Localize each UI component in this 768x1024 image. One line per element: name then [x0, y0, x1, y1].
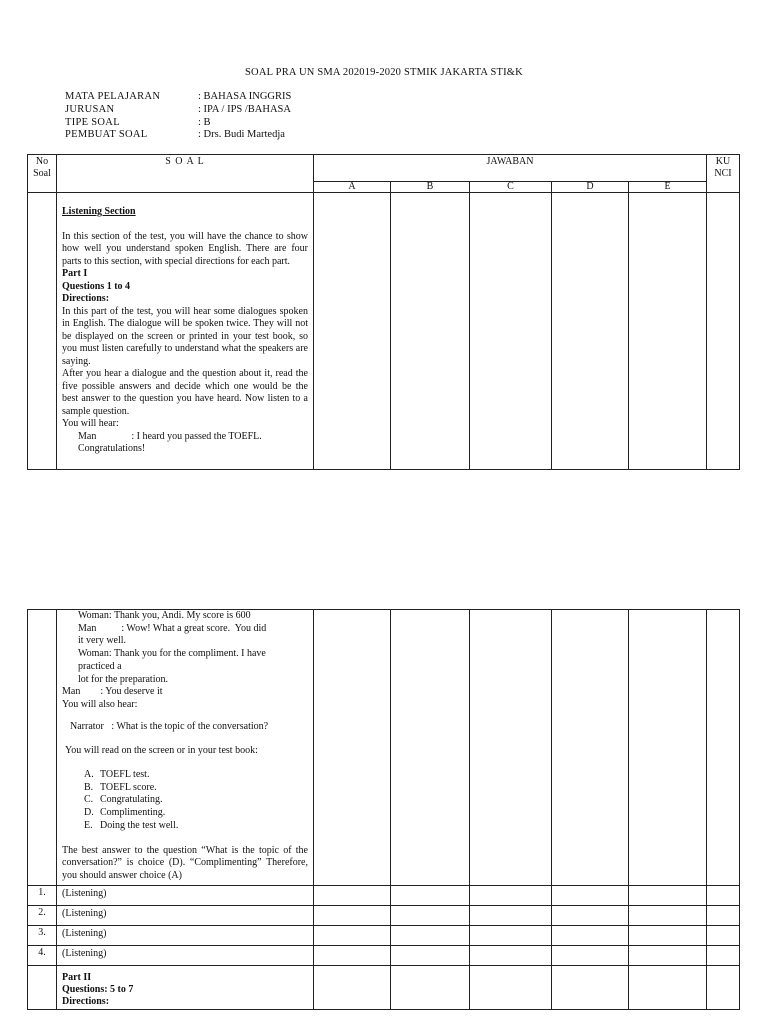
answer-cell-b [391, 906, 470, 926]
question-table-page2 [27, 609, 740, 1010]
question-number-2: 2. [28, 906, 57, 926]
answer-cell-b [391, 946, 470, 966]
question-number-4: 4. [28, 946, 57, 966]
choice-e: E. Doing the test well. [84, 819, 179, 831]
answer-cell-d [552, 610, 629, 886]
choice-a: A. TOEFL test. [84, 769, 150, 781]
answer-cell-b [391, 193, 470, 470]
option-header-d: D [552, 182, 629, 193]
answer-cell-a [314, 886, 391, 906]
section-title: Listening Section [62, 206, 136, 217]
answer-cell-c [470, 966, 552, 1010]
row-number-cell [28, 193, 57, 470]
question-3-text: (Listening) [57, 926, 314, 946]
answer-cell-c [470, 193, 552, 470]
key-cell [707, 926, 740, 946]
answer-cell-b [391, 886, 470, 906]
question-table-page1 [27, 154, 740, 470]
meta-value-major: : IPA / IPS /BAHASA [198, 103, 291, 115]
header-soal: S O A L [57, 155, 314, 193]
key-cell [707, 946, 740, 966]
meta-label-major: JURUSAN [65, 103, 115, 115]
also-hear: You will also hear: [62, 698, 138, 710]
dialogue-man-2: Man : Wow! What a great score. You did [78, 622, 267, 634]
answer-cell-d [552, 193, 629, 470]
document-title: SOAL PRA UN SMA 202019-2020 STMIK JAKARTA STI&K [245, 67, 523, 78]
choice-c: C. Congratulating. [84, 794, 163, 806]
meta-value-author: : Drs. Budi Martedja [198, 129, 285, 141]
sample-dialogue-cell [57, 610, 314, 886]
key-cell [707, 886, 740, 906]
directions-text-2: After you hear a dialogue and the question about it, read the five possible answers and decide which one would be the best answer to the question you have heard. Now listen to a sample question. [62, 368, 308, 417]
part2-label: Part II [62, 972, 92, 983]
question-1-text: (Listening) [57, 886, 314, 906]
key-cell [707, 610, 740, 886]
dialogue-woman-2c: lot for the preparation. [78, 673, 168, 685]
exam-meta [65, 91, 291, 142]
header-no-soal: No Soal [28, 155, 57, 193]
answer-cell-a [314, 926, 391, 946]
listening-intro-cell [57, 193, 314, 470]
question-2-text: (Listening) [57, 906, 314, 926]
header-jawaban: JAWABAN [314, 155, 707, 182]
narrator-line: Narrator : What is the topic of the conversation? [70, 720, 269, 732]
best-answer-text: The best answer to the question “What is the topic of the conversation?” is choice (D). “Complimenting” Therefore, you should answer choice (A) [62, 844, 308, 881]
answer-cell-a [314, 906, 391, 926]
directions-text-1: In this part of the test, you will hear some dialogues spoken in English. The dialogue will be spoken twice. They will not be displayed on the screen or printed in your test book, so you must listen carefully to understand what the speakers are saying. [62, 305, 308, 367]
dialogue-congrats: Congratulations! [78, 443, 146, 454]
header-kunci: KU NCI [707, 155, 740, 193]
answer-cell-d [552, 886, 629, 906]
answer-cell-d [552, 966, 629, 1010]
intro-text: In this section of the test, you will have the chance to show how well you understand spoken English. There are four parts to this section, with special directions for each part. [62, 230, 308, 267]
meta-value-subject: : BAHASA INGGRIS [198, 91, 292, 102]
answer-cell-d [552, 926, 629, 946]
row-number-cell [28, 966, 57, 1010]
answer-cell-b [391, 926, 470, 946]
dialogue-woman-1: Woman: Thank you, Andi. My score is 600 [78, 610, 251, 621]
option-header-a: A [314, 182, 391, 193]
part-label: Part I [62, 268, 88, 279]
answer-cell-c [470, 610, 552, 886]
answer-cell-e [629, 886, 707, 906]
answer-cell-e [629, 926, 707, 946]
key-cell [707, 966, 740, 1010]
answer-cell-d [552, 946, 629, 966]
answer-cell-d [552, 906, 629, 926]
you-will-hear: You will hear: [62, 418, 119, 429]
answer-cell-e [629, 966, 707, 1010]
question-number-1: 1. [28, 886, 57, 906]
answer-cell-c [470, 906, 552, 926]
option-header-b: B [391, 182, 470, 193]
dialogue-man-3: Man : You deserve it [62, 686, 163, 698]
part2-cell [57, 966, 314, 1010]
directions-label: Directions: [62, 293, 110, 304]
key-cell [707, 906, 740, 926]
meta-label-type: TIPE SOAL [65, 116, 120, 128]
dialogue-woman-2: Woman: Thank you for the compliment. I have [78, 648, 266, 660]
meta-label-author: PEMBUAT SOAL [65, 129, 148, 141]
dialogue-man-line: Man : I heard you passed the TOEFL. [78, 430, 262, 442]
directions2-label: Directions: [62, 996, 110, 1007]
answer-cell-e [629, 610, 707, 886]
answer-cell-e [629, 906, 707, 926]
questions-label: Questions 1 to 4 [62, 280, 131, 292]
dialogue-woman-2b: practiced a [78, 660, 122, 672]
row-number-cell [28, 610, 57, 886]
answer-cell-e [629, 193, 707, 470]
option-header-e: E [629, 182, 707, 193]
answer-cell-c [470, 886, 552, 906]
choice-b: B. TOEFL score. [84, 781, 157, 793]
answer-cell-a [314, 946, 391, 966]
meta-value-type: : B [198, 116, 211, 128]
questions2-label: Questions: 5 to 7 [62, 984, 134, 995]
read-on-screen: You will read on the screen or in your test book: [65, 745, 258, 757]
answer-cell-c [470, 946, 552, 966]
meta-label-subject: MATA PELAJARAN [65, 91, 161, 102]
answer-cell-b [391, 966, 470, 1010]
answer-cell-c [470, 926, 552, 946]
answer-cell-a [314, 610, 391, 886]
question-number-3: 3. [28, 926, 57, 946]
option-header-c: C [470, 182, 552, 193]
question-4-text: (Listening) [57, 946, 314, 966]
answer-cell-e [629, 946, 707, 966]
answer-cell-a [314, 193, 391, 470]
answer-cell-b [391, 610, 470, 886]
dialogue-man-2b: it very well. [78, 635, 127, 647]
answer-cell-a [314, 966, 391, 1010]
choice-d: D. Complimenting. [84, 807, 166, 819]
key-cell [707, 193, 740, 470]
